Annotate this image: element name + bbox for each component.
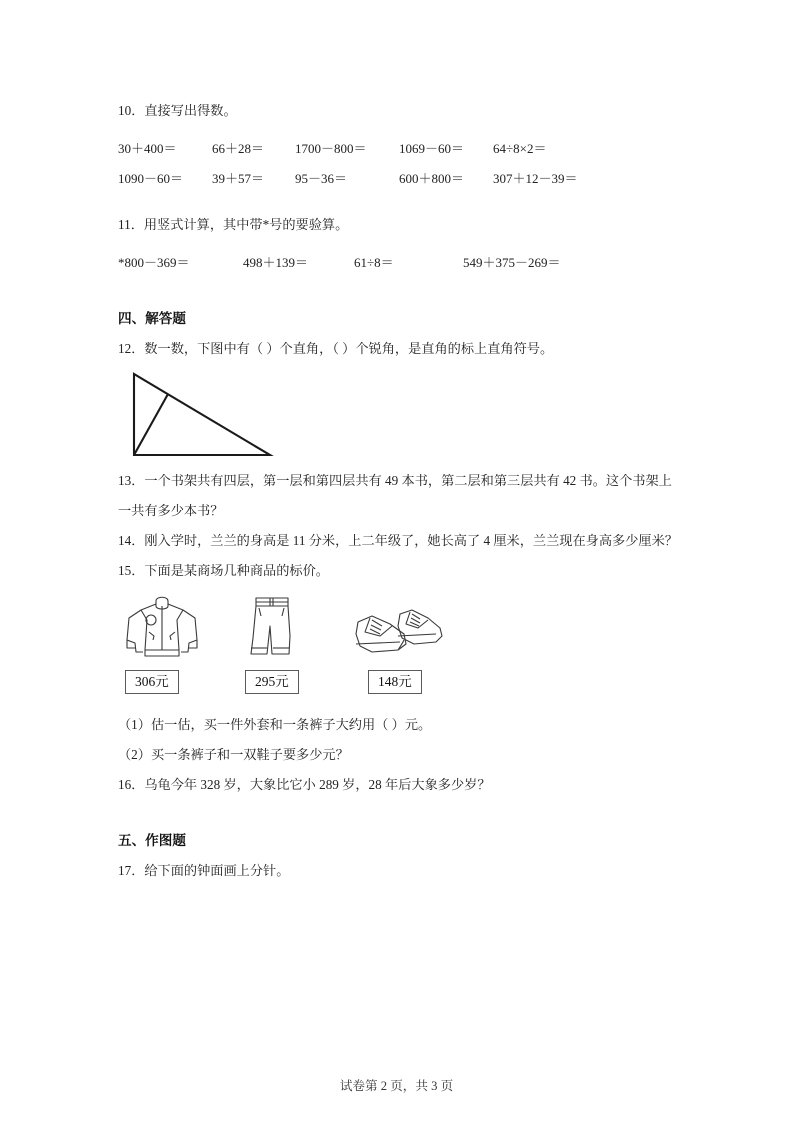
question-15-prompt: 15．下面是某商场几种商品的标价。 [118,563,329,578]
triangle-outline [134,374,270,455]
spacer [118,702,680,710]
question-15-sub-1: （1）估一估，买一件外套和一条裤子大约用（ ）元。 [118,717,432,732]
calc-expression: 307＋12－39＝ [493,171,578,186]
page-footer: 试卷第 2 页，共 3 页 [339,1079,454,1093]
question-12-prompt: 12．数一数，下图中有（ ）个直角，（ ）个锐角，是直角的标上直角符号。 [118,341,554,356]
shoes-icon [348,592,448,664]
calc-expression: 1090－60＝ [118,171,184,186]
question-17-prompt: 17．给下面的钟面画上分针。 [118,863,290,878]
calc-expression: *800－369＝ [118,255,190,270]
question-13-prompt: 13．一个书架共有四层，第一层和第四层共有 49 本书，第二层和第三层共有 42 书。这个书架上一共有多少本书？ [118,473,672,518]
spacer [118,278,680,304]
calc-expression: 64÷8×2＝ [493,141,547,156]
calc-expression: 1069－60＝ [399,141,465,156]
spacer [118,194,680,210]
triangle-cevian-line [134,394,168,455]
question-10-prompt: 10．直接写出得数。 [118,103,237,118]
goods-item-pants [237,592,307,694]
price-badge-shoes: 148元 [368,670,422,694]
triangle-svg [124,370,284,466]
pants-icon [237,592,307,664]
question-16-prompt: 16．乌龟今年 328 岁，大象比它小 289 岁，28 年后大象多少岁？ [118,777,491,792]
calc-expression: 1700－800＝ [295,141,367,156]
question-10-row-2 [118,164,680,194]
goods-item-jacket [123,592,201,694]
page-content [118,96,680,886]
price-badge-pants: 295元 [245,670,299,694]
calc-expression: 39＋57＝ [212,171,265,186]
calc-expression: 61÷8＝ [354,255,394,270]
calc-expression: 30＋400＝ [118,141,177,156]
question-15-sub-2: （2）买一条裤子和一双鞋子要多少元？ [118,747,349,762]
question-11-row [118,248,680,278]
question-10-row-1 [118,134,680,164]
right-triangle-figure [124,370,680,466]
spacer [118,126,680,134]
calc-expression: 600＋800＝ [399,171,465,186]
spacer [118,240,680,248]
goods-price-list [118,592,680,702]
question-11-prompt: 11．用竖式计算，其中带*号的要验算。 [118,217,349,232]
calc-expression: 549＋375－269＝ [463,255,561,270]
calc-expression: 95－36＝ [295,171,348,186]
jacket-icon [123,592,201,664]
section-heading-four: 四、解答题 [118,311,186,326]
section-heading-five: 五、作图题 [118,833,186,848]
question-14-prompt: 14．刚入学时，兰兰的身高是 11 分米，上二年级了，她长高了 4 厘米，兰兰现在身高多少厘米？ [118,533,678,548]
calc-expression: 498＋139＝ [243,255,309,270]
spacer [118,800,680,826]
calc-expression: 66＋28＝ [212,141,265,156]
goods-item-shoes [348,592,448,694]
price-badge-jacket: 306元 [125,670,179,694]
